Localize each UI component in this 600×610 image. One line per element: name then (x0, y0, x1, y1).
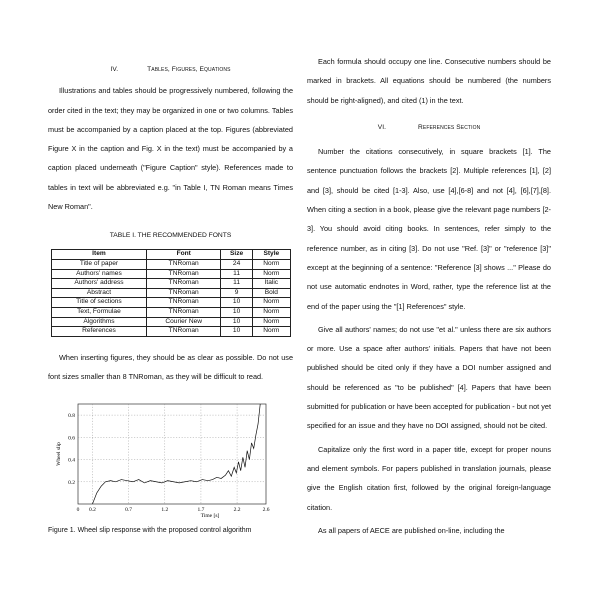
x-tick-label: 0.7 (125, 507, 133, 514)
header-style: Style (253, 250, 290, 260)
table-row (51, 298, 290, 308)
table-cell: Text, Formulae (51, 307, 147, 317)
header-font: Font (147, 250, 221, 260)
table-cell: 24 (221, 259, 253, 269)
tick-labels (68, 413, 270, 513)
y-axis-label: Wheel slip (56, 442, 62, 467)
table-cell: Abstract (51, 288, 147, 298)
table-row (51, 259, 290, 269)
table-caption: TABLE I. THE RECOMMENDED FONTS (109, 232, 232, 240)
section-vi-number: VI. (377, 123, 387, 131)
header-size: Size (221, 250, 253, 260)
table-cell: Norm (253, 327, 290, 337)
table-cell: TNRoman (147, 288, 221, 298)
x-tick-label: 0.2 (89, 507, 96, 514)
table-cell: Title of sections (51, 298, 147, 308)
table-cell: 11 (221, 269, 253, 279)
x-axis-label: Time [s] (200, 513, 220, 520)
table-row (51, 279, 290, 289)
wheel-slip-chart (48, 396, 293, 522)
table-cell: TNRoman (147, 307, 221, 317)
table-cell: 10 (221, 298, 253, 308)
paragraph-citations-2: Give all authors' names; do not use "et al." unless there are six authors or more. Use a space after authors' initials. Papers that have not been published should be cited only if they have a DOI number assigned and should be referenced as "to be published" [4]. Papers that have been submitted for publication or have been accepted for publication - but not yet specified for an issue and they have no DOI assigned, should not be cited. (307, 324, 551, 431)
paragraph-illustrations: Illustrations and tables should be progressively numbered, following the order cited in the text; they may be organized in one or two columns. Tables must be accompanied by a caption placed at the top. Figures (abbreviated Figure X in the caption and Fig. X in the text) must be accompanied by a caption placed underneath ("Figure Caption" style). References made to tables in text will be abbreviated e.g. "in Table I, TN Roman means Times New Roman". (48, 86, 293, 212)
table-cell: Norm (253, 317, 290, 327)
figure-1 (48, 396, 293, 522)
right-column (307, 52, 551, 540)
table-cell: Algorithms (51, 317, 147, 327)
x-tick-label: 1.2 (161, 507, 169, 514)
table-cell: 9 (221, 288, 253, 298)
table-header-row (51, 250, 290, 260)
table-row (51, 288, 290, 298)
table-cell: References (51, 327, 147, 337)
table-cell: TNRoman (147, 279, 221, 289)
table-cell: 10 (221, 327, 253, 337)
y-tick-label: 0.4 (68, 457, 75, 464)
y-tick-label: 0.6 (68, 435, 75, 442)
grid (78, 404, 266, 504)
table-row (51, 327, 290, 337)
table-cell: 10 (221, 307, 253, 317)
table-cell: Italic (253, 279, 290, 289)
x-tick-label: 2.2 (233, 507, 241, 514)
table-cell: Authors' address (51, 279, 147, 289)
table-cell: Courier New (147, 317, 221, 327)
section-iv-title: Tables, Figures, Equations (147, 66, 231, 73)
table-cell: 11 (221, 279, 253, 289)
y-tick-label: 0.8 (68, 413, 75, 420)
paragraph-citations-1: Number the citations consecutively, in square brackets [1]. The sentence punctuation follows the brackets [2]. Multiple references [1], [2] and [3], should be cited [1-3]. Also, use [4],[6-8] and not [4], [6],[7],[8]. When citing a section in a book, please give the relevant page numbers [2-3]. You should avoid citing books. In sentences, refer simply to the reference number, as in citing [3]. Do not use "Ref. [3]" or "reference [3]" except at the beginning of a sentence: "Reference [3] shows ..." Please do not use automatic endnotes in Word, rather, type the reference list at the end of the paper using the "[1] References" style. (307, 147, 551, 311)
table-cell: 10 (221, 317, 253, 327)
table-cell: Title of paper (51, 259, 147, 269)
x-tick-label: 1.7 (197, 507, 205, 514)
table-cell: TNRoman (147, 327, 221, 337)
table-cell: Authors' names (51, 269, 147, 279)
series-line-wheel-slip (92, 404, 260, 504)
header-item: Item (51, 250, 147, 260)
section-iv-heading (48, 60, 293, 79)
figure-caption: Figure 1. Wheel slip response with the proposed control algorithm (48, 527, 252, 535)
left-column (48, 58, 293, 536)
table-cell: Norm (253, 298, 290, 308)
table-cell: Norm (253, 307, 290, 317)
paragraph-citations-4: As all papers of AECE are published on-line, including the (318, 525, 505, 535)
table-cell: Norm (253, 259, 290, 269)
x-tick-label: 0 (76, 507, 80, 514)
plot-frame (78, 404, 266, 504)
section-vi-heading (307, 118, 551, 137)
table-cell: TNRoman (147, 298, 221, 308)
table-row (51, 307, 290, 317)
paragraph-citations-3: Capitalize only the first word in a paper title, except for proper nouns and element symbols. For papers published in translation journals, please give the English citation first, followed by the original foreign-language citation. (307, 444, 551, 512)
section-vi-title: References Section (418, 123, 481, 131)
x-tick-label: 2.6 (262, 507, 270, 514)
section-iv-number: IV. (110, 66, 119, 73)
table-cell: Norm (253, 269, 290, 279)
table-cell: Bold (253, 288, 290, 298)
paragraph-figures: When inserting figures, they should be as clear as possible. Do not use font sizes smaller than 8 TNRoman, as they will be difficult to read. (48, 352, 293, 382)
paragraph-formula: Each formula should occupy one line. Consecutive numbers should be marked in brackets. All equations should be numbered (the numbers should be right-aligned), and cited (1) in the text. (307, 57, 551, 105)
table-row (51, 269, 290, 279)
y-tick-label: 0.2 (68, 480, 75, 487)
fonts-table (51, 249, 291, 336)
table-row (51, 317, 290, 327)
table-cell: TNRoman (147, 259, 221, 269)
table-cell: TNRoman (147, 269, 221, 279)
